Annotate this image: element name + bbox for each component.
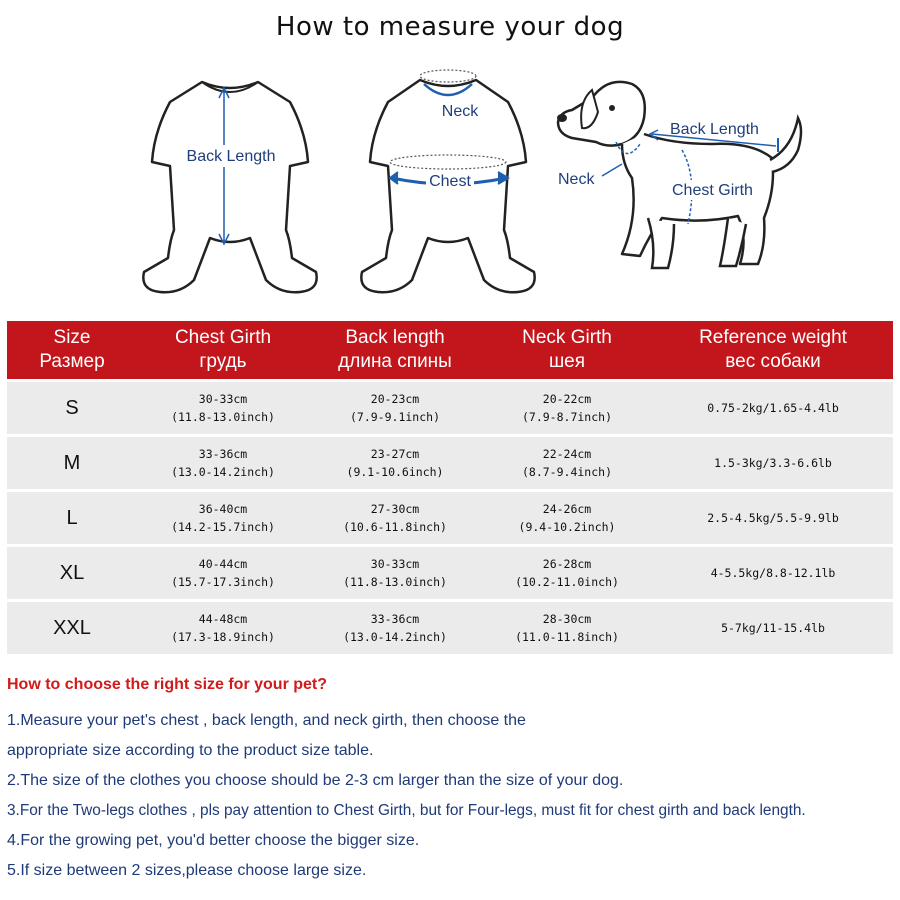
table-row bbox=[7, 547, 893, 599]
header-size: Size Размер bbox=[7, 321, 137, 379]
chest-cell: 36-40cm (14.2-15.7inch) bbox=[137, 492, 309, 544]
neck-label: Neck bbox=[441, 103, 479, 120]
guide-line: 1.Measure your pet's chest , back length, and neck girth, then choose the bbox=[7, 712, 526, 729]
header-neck-girth: Neck Girth шея bbox=[481, 321, 653, 379]
garment-front-outline-icon bbox=[348, 62, 548, 298]
size-guide-heading: How to choose the right size for your pet? bbox=[7, 676, 328, 693]
guide-line: 4.For the growing pet, you'd better choose the bigger size. bbox=[7, 832, 420, 849]
weight-cell: 5-7kg/11-15.4lb bbox=[653, 602, 893, 654]
chest-cell: 40-44cm (15.7-17.3inch) bbox=[137, 547, 309, 599]
guide-line: 3.For the Two-legs clothes , pls pay attention to Chest Girth, but for Four-legs, must fit for chest girth and back length. bbox=[7, 802, 806, 819]
chest-label: Chest bbox=[429, 173, 471, 190]
neck-cell: 28-30cm (11.0-11.8inch) bbox=[481, 602, 653, 654]
neck-cell: 20-22cm (7.9-8.7inch) bbox=[481, 382, 653, 434]
weight-cell: 1.5-3kg/3.3-6.6lb bbox=[653, 437, 893, 489]
table-row bbox=[7, 382, 893, 434]
chest-cell: 44-48cm (17.3-18.9inch) bbox=[137, 602, 309, 654]
dog-outline-icon bbox=[552, 68, 812, 288]
back-cell: 30-33cm (11.8-13.0inch) bbox=[309, 547, 481, 599]
weight-cell: 2.5-4.5kg/5.5-9.9lb bbox=[653, 492, 893, 544]
dog-neck-label: Neck bbox=[558, 171, 595, 188]
garment-neck-chest-illustration bbox=[348, 62, 548, 298]
page-title: How to measure your dog bbox=[275, 12, 625, 42]
header-reference-weight: Reference weight вес собаки bbox=[653, 321, 893, 379]
back-cell: 20-23cm (7.9-9.1inch) bbox=[309, 382, 481, 434]
table-row bbox=[7, 492, 893, 544]
weight-cell: 4-5.5kg/8.8-12.1lb bbox=[653, 547, 893, 599]
table-row bbox=[7, 602, 893, 654]
garment-back-length-illustration bbox=[140, 62, 320, 298]
size-chart-table bbox=[7, 318, 893, 657]
table-row bbox=[7, 437, 893, 489]
neck-cell: 26-28cm (10.2-11.0inch) bbox=[481, 547, 653, 599]
size-cell: XL bbox=[7, 547, 137, 599]
weight-cell: 0.75-2kg/1.65-4.4lb bbox=[653, 382, 893, 434]
size-cell: M bbox=[7, 437, 137, 489]
dog-measure-illustration bbox=[552, 68, 812, 288]
size-chart-header-row bbox=[7, 321, 893, 379]
guide-line: appropriate size according to the product size table. bbox=[7, 742, 374, 759]
back-length-label: Back Length bbox=[186, 148, 276, 165]
neck-cell: 24-26cm (9.4-10.2inch) bbox=[481, 492, 653, 544]
size-cell: XXL bbox=[7, 602, 137, 654]
guide-line: 2.The size of the clothes you choose should be 2-3 cm larger than the size of your dog. bbox=[7, 772, 624, 789]
back-cell: 27-30cm (10.6-11.8inch) bbox=[309, 492, 481, 544]
garment-back-outline-icon bbox=[140, 62, 320, 298]
guide-line: 5.If size between 2 sizes,please choose large size. bbox=[7, 862, 367, 879]
chest-cell: 33-36cm (13.0-14.2inch) bbox=[137, 437, 309, 489]
neck-cell: 22-24cm (8.7-9.4inch) bbox=[481, 437, 653, 489]
size-cell: S bbox=[7, 382, 137, 434]
dog-chest-girth-label: Chest Girth bbox=[672, 182, 753, 199]
back-cell: 33-36cm (13.0-14.2inch) bbox=[309, 602, 481, 654]
header-back-length: Back length длина спины bbox=[309, 321, 481, 379]
size-guide-list bbox=[7, 710, 900, 890]
header-chest-girth: Chest Girth грудь bbox=[137, 321, 309, 379]
dog-back-length-label: Back Length bbox=[670, 121, 759, 138]
chest-cell: 30-33cm (11.8-13.0inch) bbox=[137, 382, 309, 434]
back-cell: 23-27cm (9.1-10.6inch) bbox=[309, 437, 481, 489]
size-cell: L bbox=[7, 492, 137, 544]
